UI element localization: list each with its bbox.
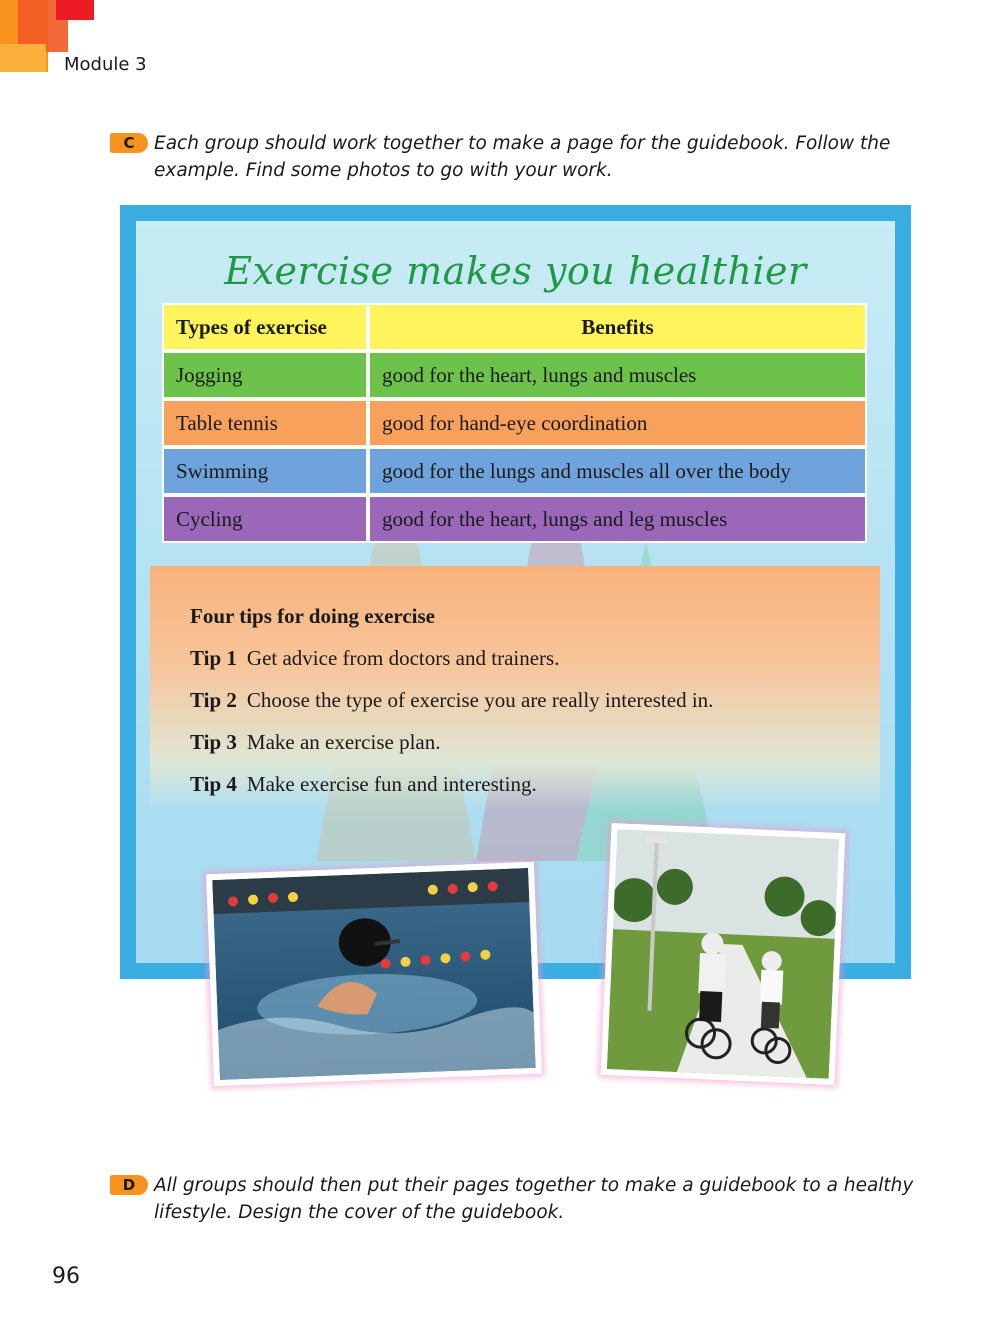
tip-item xyxy=(190,646,559,671)
tip-item xyxy=(190,730,440,755)
activity-c-badge: C xyxy=(110,133,148,153)
exercise-benefit-cell: good for the heart, lungs and leg muscles xyxy=(368,495,867,543)
tip-text: Make exercise fun and interesting. xyxy=(246,772,537,796)
corner-decoration xyxy=(56,0,94,20)
tip-item xyxy=(190,688,713,713)
tip-label: Tip 4 xyxy=(190,772,237,796)
exercise-table-header-row xyxy=(162,303,867,351)
exercise-table-header-type: Types of exercise xyxy=(162,303,368,351)
page-number: 96 xyxy=(52,1264,80,1289)
exercise-type-cell: Table tennis xyxy=(162,399,368,447)
corner-decoration xyxy=(0,44,46,72)
table-row xyxy=(162,495,867,543)
activity-d xyxy=(110,1172,930,1226)
exercise-benefit-cell: good for the lungs and muscles all over the body xyxy=(368,447,867,495)
activity-d-badge: D xyxy=(110,1175,148,1195)
module-label: Module 3 xyxy=(64,54,147,75)
table-row xyxy=(162,447,867,495)
exercise-benefit-cell: good for the heart, lungs and muscles xyxy=(368,351,867,399)
activity-c xyxy=(110,130,930,184)
tip-item xyxy=(190,772,537,797)
tip-label: Tip 3 xyxy=(190,730,237,754)
activity-c-instruction: Each group should work together to make a page for the guidebook. Follow the example. Find some photos to go with your work. xyxy=(154,133,891,181)
guidebook-title: Exercise makes you healthier xyxy=(224,249,807,293)
tip-label: Tip 2 xyxy=(190,688,237,712)
exercise-table xyxy=(162,303,867,543)
swimming-photo xyxy=(206,862,542,1086)
tips-box xyxy=(150,566,880,811)
table-row xyxy=(162,351,867,399)
cycling-photo xyxy=(601,823,846,1085)
exercise-type-cell: Swimming xyxy=(162,447,368,495)
activity-d-instruction: All groups should then put their pages together to make a guidebook to a healthy lifestyle. Design the cover of the guidebook. xyxy=(154,1175,914,1223)
exercise-benefit-cell: good for hand-eye coordination xyxy=(368,399,867,447)
exercise-type-cell: Jogging xyxy=(162,351,368,399)
exercise-table-header-benefits: Benefits xyxy=(368,303,867,351)
exercise-type-cell: Cycling xyxy=(162,495,368,543)
tip-label: Tip 1 xyxy=(190,646,237,670)
table-row xyxy=(162,399,867,447)
tip-text: Make an exercise plan. xyxy=(246,730,441,754)
tip-text: Get advice from doctors and trainers. xyxy=(246,646,560,670)
tips-title: Four tips for doing exercise xyxy=(190,604,435,628)
tip-text: Choose the type of exercise you are really interested in. xyxy=(246,688,714,712)
swimmer-image xyxy=(212,868,535,1080)
cyclists-image xyxy=(607,829,839,1078)
